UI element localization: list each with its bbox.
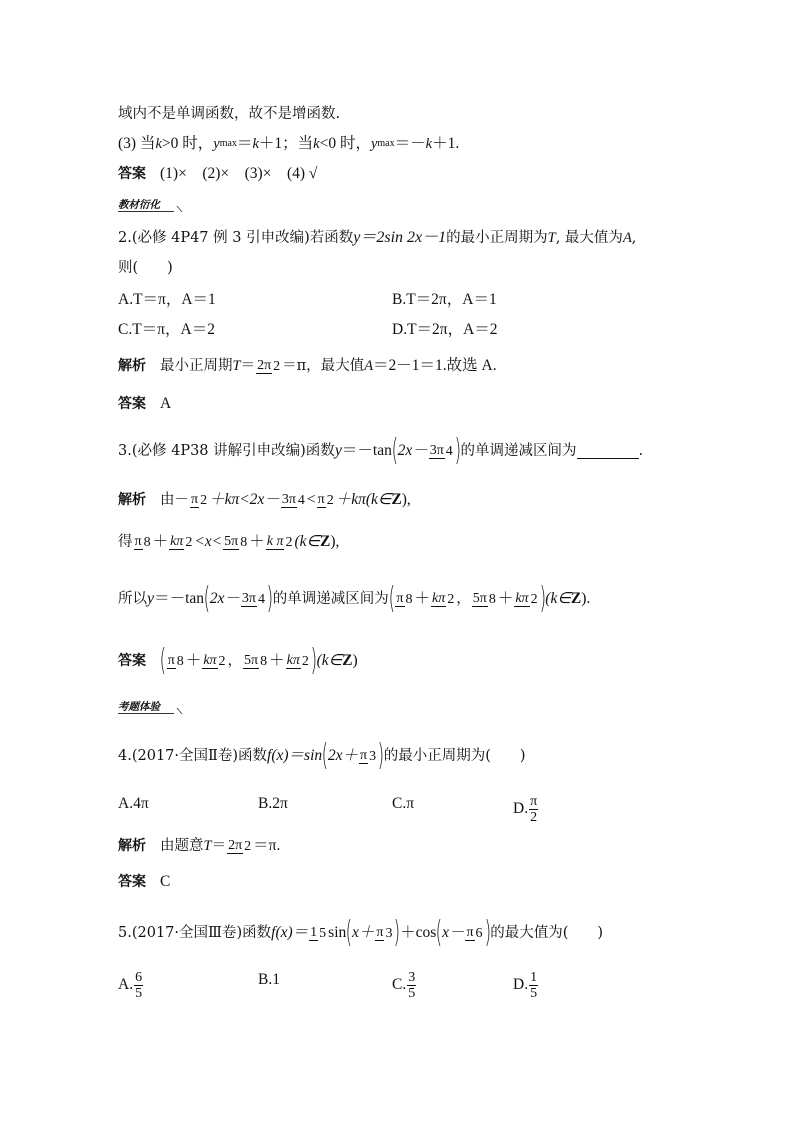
- q5-option-b: B.1: [258, 971, 280, 988]
- q2-answer: 答案 A: [118, 395, 172, 412]
- q2-option-b: B.T＝2π，A＝1: [392, 291, 497, 308]
- section-tag-exam: 考题体验: [118, 701, 160, 713]
- section-tag-underline: [118, 211, 180, 213]
- q4-option-a: A.4π: [118, 795, 149, 812]
- p1-answer: [118, 164, 317, 184]
- q2-stem-2: 则( ): [118, 260, 173, 276]
- p1-line2: (3) 当k>0 时，ymax＝k＋1；当k<0 时，ymax＝－k＋1.: [118, 135, 460, 152]
- q5-option-a: A. $\frac{6}{5}$: [118, 970, 143, 1001]
- q4-option-c: C.π: [392, 795, 415, 812]
- q3-analysis-line3: 所以y＝－tan(2x－ 3π 4)的单调递减区间为( π 8 ＋ kπ 2 ， 5π 8 ＋ kπ 2)(k∈Z).: [118, 581, 591, 616]
- answer-label: 答案: [118, 166, 146, 182]
- q2-option-d: D.T＝2π，A＝2: [392, 321, 498, 338]
- p1-line1: 域内不是单调函数，故不是增函数.: [118, 106, 341, 122]
- q2-option-c: C.T＝π，A＝2: [118, 321, 215, 338]
- q4-stem: 4.(2017·全国Ⅱ卷)函数f(x)＝sin(2x＋ π 3)的最小正周期为( ): [118, 738, 526, 773]
- section-tag-underline-2: [118, 713, 180, 715]
- fraction: 2π 2: [257, 358, 281, 374]
- q3-analysis-line2: 得 π 8 ＋ kπ 2 <x< 5π 8 ＋ k π 2 (k∈Z),: [118, 533, 340, 550]
- q4-option-b: B.2π: [258, 795, 288, 812]
- q3-stem: 3.(必修 4P38 讲解引申改编)函数y＝－tan(2x－ 3π 4)的单调递减区间为 .: [118, 433, 644, 468]
- answer-text: (1)× (2)× (3)× (4) √: [160, 165, 318, 182]
- q2-option-a: A.T＝π，A＝1: [118, 291, 216, 308]
- q2-analysis: 解析 最小正周期T＝ 2π 2 ＝π，最大值A＝2－1＝1.故选 A.: [118, 357, 497, 374]
- q5-option-d: D. $\frac{1}{5}$: [513, 970, 538, 1001]
- q4-analysis: 解析 由题意T＝ 2π 2 ＝π.: [118, 837, 281, 854]
- q5-stem: 5.(2017·全国Ⅲ卷)函数f(x)＝ 1 5 sin(x＋ π 3)＋cos(x－ π 6)的最大值为( ): [118, 915, 604, 950]
- q5-option-c: C. $\frac{3}{5}$: [392, 970, 416, 1001]
- q3-analysis-line1: 解析 由－ π 2 ＋kπ<2x－ 3π 4 < π 2 ＋kπ(k∈Z),: [118, 491, 411, 508]
- q2-stem: 2.(必修 4P47 例 3 引申改编)若函数y＝2sin 2x－1的最小正周期为T, 最大值为A,: [118, 229, 637, 246]
- answer-blank: [577, 444, 639, 459]
- q4-option-d: D. $\frac{\pi}{2}$: [513, 794, 538, 825]
- q3-answer: 答案 ( π 8 ＋ kπ 2 ， 5π 8 ＋ kπ 2)(k∈Z): [118, 643, 358, 678]
- q4-answer: 答案 C: [118, 873, 171, 890]
- section-tag-textbook: 教材衍化: [118, 199, 160, 211]
